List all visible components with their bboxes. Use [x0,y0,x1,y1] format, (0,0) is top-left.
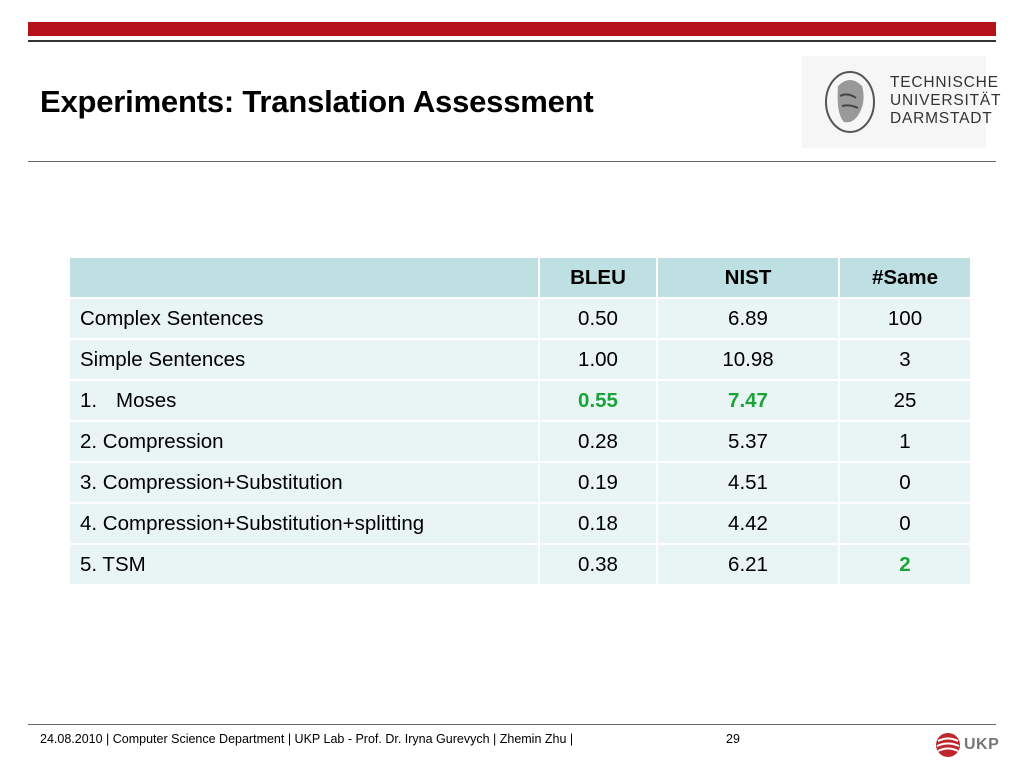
nist-cell: 6.21 [658,545,838,584]
nist-cell: 4.42 [658,504,838,543]
row-label: 5. TSM [70,545,538,584]
bleu-cell: 0.18 [540,504,656,543]
results-table [68,256,972,586]
footer-text: 24.08.2010 | Computer Science Department | UKP Lab - Prof. Dr. Iryna Gurevych | Zhemin Zhu | [40,732,574,746]
list-number: 1. [80,388,98,412]
same-cell: 0 [840,463,970,502]
tu-darmstadt-logo [802,56,1002,148]
bleu-cell-highlighted: 0.55 [540,381,656,420]
column-header-same: #Same [840,258,970,297]
top-brand-bar [28,22,996,36]
bleu-cell: 0.50 [540,299,656,338]
logo-line: DARMSTADT [890,110,993,127]
row-label-text: Moses [116,388,177,412]
header-divider [28,161,996,162]
logo-line: TECHNISCHE [890,74,999,91]
row-label: 4. Compression+Substitution+splitting [70,504,538,543]
top-divider [28,40,996,42]
column-header-nist: NIST [658,258,838,297]
bleu-cell: 0.19 [540,463,656,502]
same-cell: 100 [840,299,970,338]
nist-cell: 6.89 [658,299,838,338]
logo-text [890,74,1001,128]
ukp-logo-text: UKP [964,736,1000,753]
same-cell: 25 [840,381,970,420]
nist-cell: 5.37 [658,422,838,461]
bleu-cell: 0.38 [540,545,656,584]
ukp-logo-icon [934,730,962,760]
row-label: Simple Sentences [70,340,538,379]
bleu-cell: 1.00 [540,340,656,379]
table-row [70,381,970,420]
same-cell: 0 [840,504,970,543]
athena-head-icon [818,66,882,138]
footer-divider [28,724,996,725]
row-label [70,381,538,420]
page-number: 29 [726,732,740,746]
slide-title: Experiments: Translation Assessment [40,84,594,119]
logo-line: UNIVERSITÄT [890,92,1002,109]
nist-cell: 4.51 [658,463,838,502]
row-label: 3. Compression+Substitution [70,463,538,502]
column-header-empty [70,258,538,297]
nist-cell-highlighted: 7.47 [658,381,838,420]
same-cell-highlighted: 2 [840,545,970,584]
column-header-bleu: BLEU [540,258,656,297]
nist-cell: 10.98 [658,340,838,379]
row-label: Complex Sentences [70,299,538,338]
same-cell: 3 [840,340,970,379]
table-row [70,422,970,461]
table-row [70,545,970,584]
table-row [70,299,970,338]
table-row [70,463,970,502]
table-row [70,504,970,543]
same-cell: 1 [840,422,970,461]
row-label: 2. Compression [70,422,538,461]
bleu-cell: 0.28 [540,422,656,461]
ukp-logo [934,730,998,760]
table-header-row [70,258,970,297]
table-row [70,340,970,379]
